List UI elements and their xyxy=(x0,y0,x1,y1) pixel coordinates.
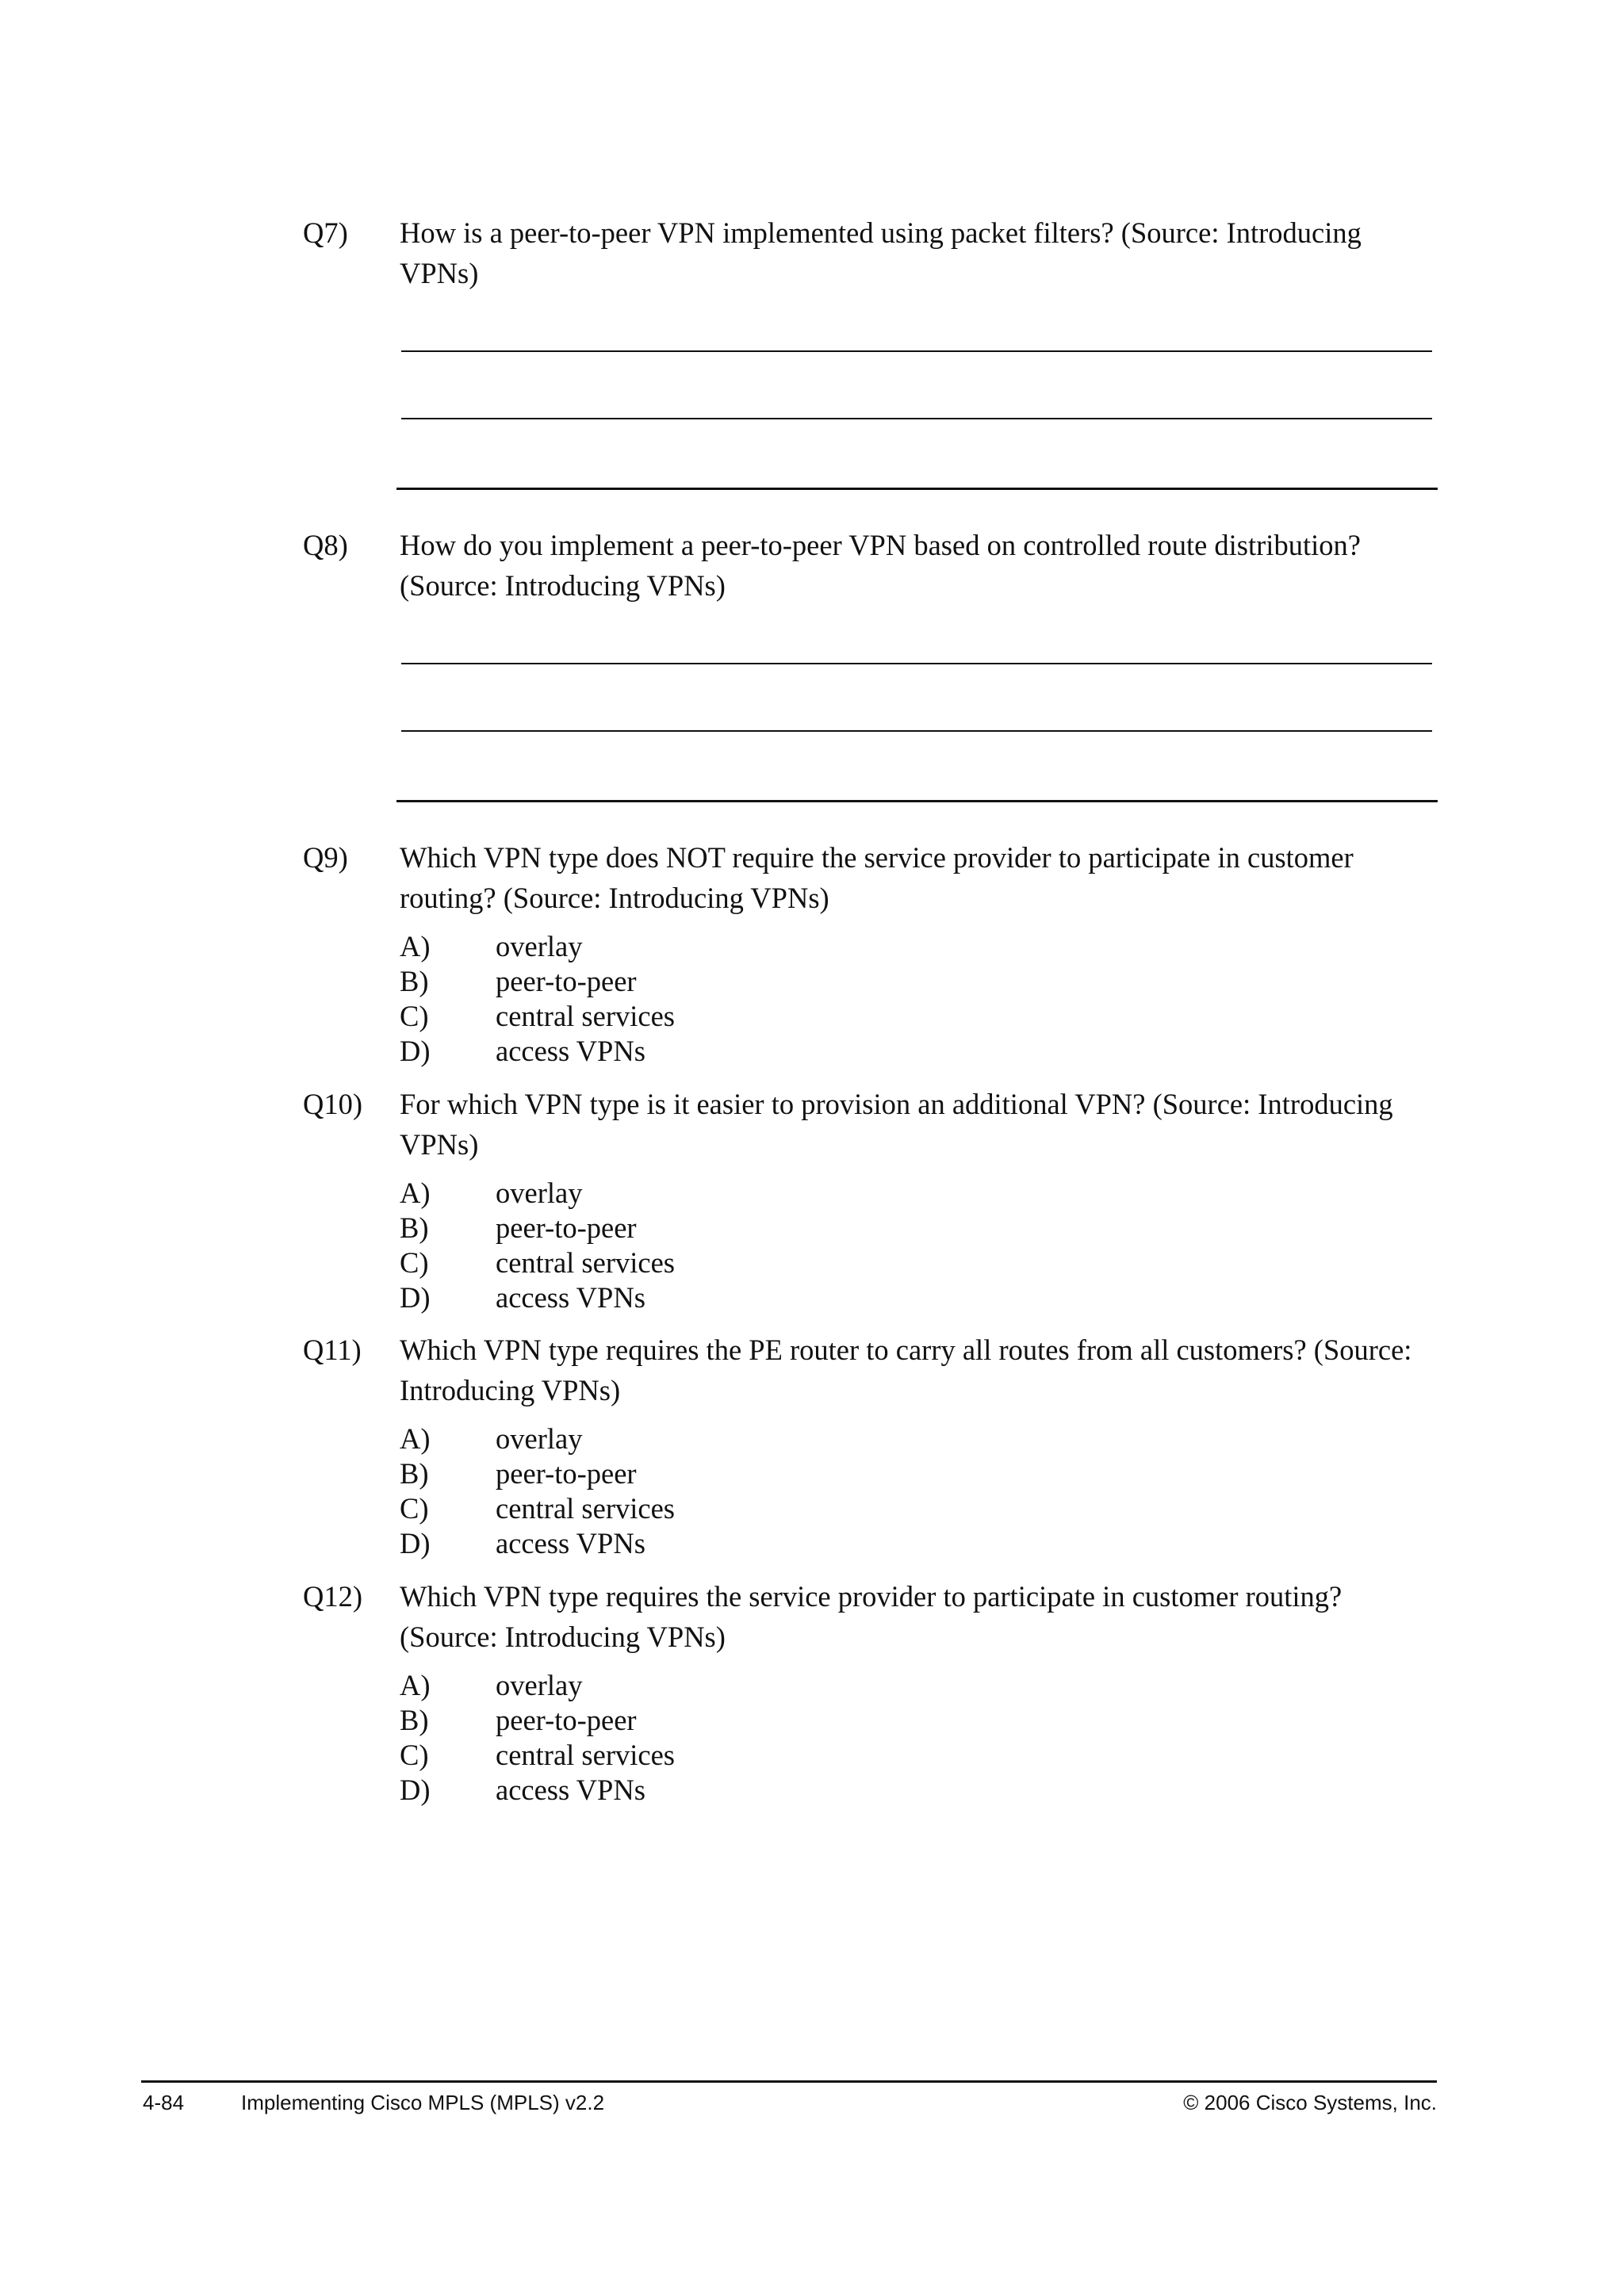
option-list xyxy=(400,1668,1437,1808)
option-text: peer-to-peer xyxy=(496,1704,637,1736)
option-text: overlay xyxy=(496,1669,583,1701)
question-text: For which VPN type is it easier to provision an additional VPN? (Source: Introducing VPNs) xyxy=(400,1088,1393,1161)
option-c[interactable] xyxy=(400,1738,1437,1773)
option-text: overlay xyxy=(496,1422,583,1455)
option-text: central services xyxy=(496,1492,675,1525)
question-q7 xyxy=(303,212,1437,293)
question-text: Which VPN type requires the PE router to carry all routes from all customers? (Source: Introducing VPNs) xyxy=(400,1334,1412,1406)
question-number: Q12) xyxy=(303,1580,363,1613)
question-number: Q9) xyxy=(303,841,348,874)
question-q12 xyxy=(303,1576,1437,1808)
option-b[interactable] xyxy=(400,964,1437,999)
option-letter: D) xyxy=(400,1527,431,1559)
question-number: Q10) xyxy=(303,1088,363,1120)
answer-line[interactable] xyxy=(396,488,1438,490)
option-letter: B) xyxy=(400,1211,429,1244)
option-letter: C) xyxy=(400,1492,429,1525)
answer-line[interactable] xyxy=(401,663,1432,664)
answer-line[interactable] xyxy=(401,350,1432,352)
answer-line[interactable] xyxy=(401,730,1432,732)
option-d[interactable] xyxy=(400,1034,1437,1069)
option-letter: C) xyxy=(400,1739,429,1771)
option-a[interactable] xyxy=(400,929,1437,964)
question-text: Which VPN type does NOT require the service provider to participate in customer routing? (Source: Introducing VPNs) xyxy=(400,841,1354,914)
option-text: access VPNs xyxy=(496,1281,645,1314)
option-text: peer-to-peer xyxy=(496,1457,637,1490)
option-text: overlay xyxy=(496,930,583,962)
option-text: peer-to-peer xyxy=(496,965,637,997)
question-q8 xyxy=(303,525,1437,606)
question-q10 xyxy=(303,1084,1437,1315)
option-text: central services xyxy=(496,1000,675,1032)
option-text: access VPNs xyxy=(496,1527,645,1559)
answer-line[interactable] xyxy=(401,418,1432,419)
option-letter: A) xyxy=(400,1422,431,1455)
option-text: access VPNs xyxy=(496,1774,645,1806)
option-d[interactable] xyxy=(400,1280,1437,1315)
question-number: Q11) xyxy=(303,1334,362,1366)
question-number: Q8) xyxy=(303,529,348,561)
option-letter: A) xyxy=(400,1177,431,1209)
option-letter: D) xyxy=(400,1281,431,1314)
question-text: Which VPN type requires the service provider to participate in customer routing? (Source: Introducing VPNs) xyxy=(400,1580,1342,1653)
option-letter: B) xyxy=(400,1704,429,1736)
footer-page-number: 4-84 xyxy=(143,2091,185,2114)
footer-rule xyxy=(141,2080,1437,2083)
question-text: How is a peer-to-peer VPN implemented using packet filters? (Source: Introducing VPNs) xyxy=(400,216,1362,289)
option-text: central services xyxy=(496,1246,675,1279)
question-q9 xyxy=(303,837,1437,1069)
option-list xyxy=(400,929,1437,1069)
answer-line[interactable] xyxy=(396,800,1438,802)
option-letter: D) xyxy=(400,1774,431,1806)
footer-copyright: © 2006 Cisco Systems, Inc. xyxy=(1183,2091,1437,2114)
question-text: How do you implement a peer-to-peer VPN based on controlled route distribution? (Source: Introducing VPNs) xyxy=(400,529,1361,602)
option-text: access VPNs xyxy=(496,1035,645,1067)
option-letter: B) xyxy=(400,1457,429,1490)
option-d[interactable] xyxy=(400,1773,1437,1808)
option-letter: C) xyxy=(400,1246,429,1279)
option-text: central services xyxy=(496,1739,675,1771)
option-letter: B) xyxy=(400,965,429,997)
option-text: overlay xyxy=(496,1177,583,1209)
option-c[interactable] xyxy=(400,1491,1437,1526)
option-b[interactable] xyxy=(400,1703,1437,1738)
option-a[interactable] xyxy=(400,1176,1437,1211)
question-q11 xyxy=(303,1330,1437,1561)
option-letter: D) xyxy=(400,1035,431,1067)
option-letter: C) xyxy=(400,1000,429,1032)
footer-title: Implementing Cisco MPLS (MPLS) v2.2 xyxy=(241,2091,605,2114)
option-text: peer-to-peer xyxy=(496,1211,637,1244)
option-c[interactable] xyxy=(400,999,1437,1034)
option-c[interactable] xyxy=(400,1246,1437,1280)
option-letter: A) xyxy=(400,930,431,962)
option-a[interactable] xyxy=(400,1668,1437,1703)
option-a[interactable] xyxy=(400,1422,1437,1456)
option-list xyxy=(400,1176,1437,1315)
option-letter: A) xyxy=(400,1669,431,1701)
option-d[interactable] xyxy=(400,1526,1437,1561)
option-list xyxy=(400,1422,1437,1561)
question-number: Q7) xyxy=(303,216,348,249)
option-b[interactable] xyxy=(400,1211,1437,1246)
option-b[interactable] xyxy=(400,1456,1437,1491)
